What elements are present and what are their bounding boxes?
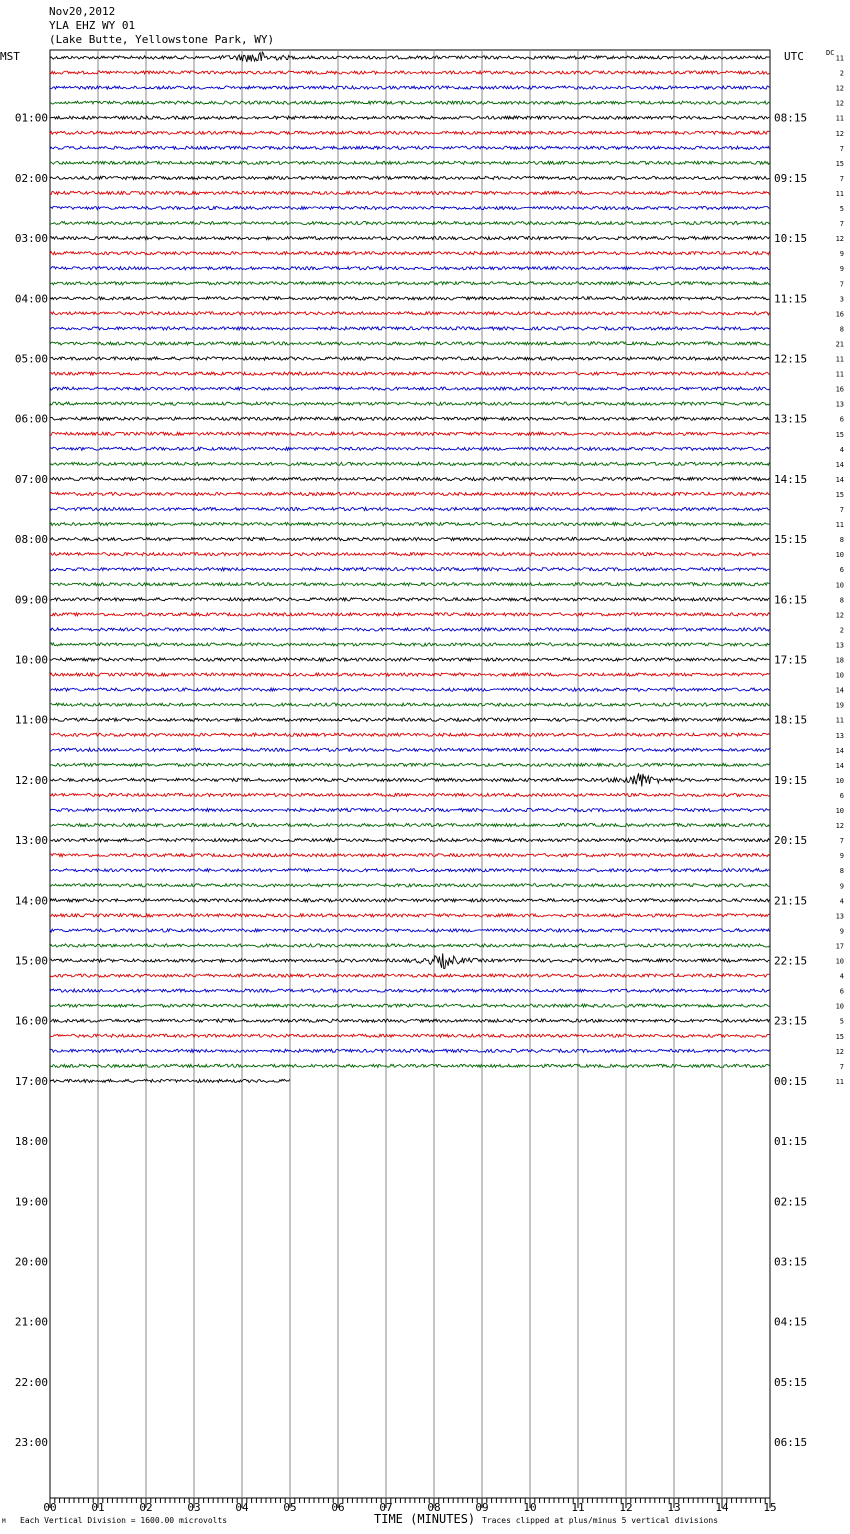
hour-label-right: 22:15 — [774, 954, 808, 968]
x-tick-label: 10 — [523, 1501, 537, 1514]
dc-offset-value: 16 — [835, 310, 844, 319]
hour-label-left: 20:00 — [14, 1255, 48, 1269]
seismic-trace — [50, 914, 769, 917]
dc-offset-value: 15 — [835, 430, 844, 439]
seismic-trace — [50, 462, 769, 465]
station-name: YLA EHZ WY 01 — [49, 19, 136, 32]
x-tick-label: 13 — [667, 1501, 681, 1514]
dc-offset-value: 14 — [835, 475, 844, 484]
seismic-trace — [50, 953, 769, 968]
seismic-trace — [50, 146, 769, 149]
hour-label-left: 12:00 — [14, 773, 48, 787]
seismic-trace — [50, 297, 769, 300]
hour-label-left: 22:00 — [14, 1375, 48, 1389]
dc-offset-value: 8 — [839, 536, 844, 545]
dc-offset-value: 10 — [835, 551, 844, 560]
seismic-trace — [50, 658, 769, 661]
dc-offset-value: 7 — [839, 174, 844, 183]
seismic-trace — [50, 718, 769, 721]
seismic-trace — [50, 1004, 769, 1007]
hour-label-left: 07:00 — [14, 472, 48, 486]
dc-offset-value: 8 — [839, 867, 844, 876]
dc-offset-value: 12 — [835, 99, 844, 108]
dc-offset-value: 18 — [835, 656, 844, 665]
dc-offset-value: 2 — [839, 69, 844, 78]
hour-label-right: 05:15 — [774, 1375, 808, 1389]
seismic-trace — [50, 974, 769, 977]
x-axis-label: TIME (MINUTES) — [374, 1512, 476, 1526]
dc-offset-value: 7 — [839, 144, 844, 153]
seismic-trace — [50, 854, 769, 857]
seismic-trace — [50, 507, 769, 510]
dc-offset-value: 19 — [835, 701, 844, 710]
seismic-trace — [50, 161, 769, 164]
dc-offset-value: 4 — [839, 897, 844, 906]
x-tick-label: 03 — [187, 1501, 201, 1514]
dc-offset-value: 5 — [839, 205, 844, 213]
dc-offset-value: 3 — [839, 295, 844, 304]
dc-offset-value: 11 — [835, 189, 844, 198]
seismic-trace — [50, 176, 769, 179]
dc-offset-value: 12 — [835, 235, 844, 244]
right-timezone-label: UTC — [784, 50, 804, 63]
hour-label-left: 13:00 — [14, 834, 48, 848]
dc-offset-value: 7 — [839, 506, 844, 514]
dc-offset-value: 10 — [835, 807, 844, 815]
dc-offset-value: 9 — [839, 882, 844, 891]
dc-offset-value: 11 — [835, 1077, 844, 1086]
dc-offset-value: 6 — [839, 791, 844, 800]
dc-offset-value: 12 — [835, 611, 844, 620]
seismic-trace — [50, 52, 769, 62]
dc-offset-value: 13 — [835, 641, 844, 650]
hour-label-right: 04:15 — [774, 1315, 808, 1329]
seismic-trace — [50, 237, 769, 240]
seismic-trace — [50, 839, 769, 842]
hour-label-right: 08:15 — [774, 111, 808, 125]
dc-offset-value: 14 — [835, 746, 844, 755]
x-tick-label: 00 — [43, 1501, 57, 1514]
dc-offset-value: 8 — [839, 596, 844, 605]
dc-offset-value: 12 — [835, 84, 844, 93]
hour-label-left: 05:00 — [14, 352, 48, 366]
x-tick-label: 09 — [475, 1501, 489, 1514]
hour-label-left: 04:00 — [14, 292, 48, 306]
hour-label-left: 16:00 — [14, 1014, 48, 1028]
dc-offset-value: 16 — [835, 385, 844, 394]
seismic-trace — [50, 206, 769, 209]
hour-label-right: 14:15 — [774, 472, 808, 486]
seismic-trace — [50, 191, 769, 194]
dc-offset-value: 9 — [839, 250, 844, 259]
seismic-trace — [50, 131, 769, 134]
dc-offset-value: 2 — [839, 626, 844, 635]
x-tick-label: 02 — [139, 1501, 153, 1514]
seismic-trace — [50, 477, 769, 480]
seismic-trace — [50, 703, 769, 706]
dc-offset-value: 5 — [839, 1017, 844, 1026]
x-tick-label: 11 — [571, 1501, 585, 1514]
seismic-trace — [50, 598, 769, 601]
seismic-trace — [50, 929, 769, 932]
hour-label-right: 03:15 — [774, 1255, 808, 1269]
seismic-trace — [50, 312, 769, 315]
dc-offset-value: 12 — [835, 1047, 844, 1056]
dc-offset-label: DC — [826, 49, 835, 57]
seismic-trace — [50, 773, 769, 786]
seismic-trace — [50, 613, 769, 616]
seismic-trace — [50, 688, 769, 691]
seismic-trace — [50, 417, 769, 420]
seismic-trace — [50, 944, 769, 947]
seismic-trace — [50, 748, 769, 751]
seismic-trace — [50, 357, 769, 360]
seismic-trace — [50, 824, 769, 827]
dc-offset-value: 13 — [835, 731, 844, 740]
hour-label-left: 01:00 — [14, 111, 48, 125]
hour-label-right: 00:15 — [774, 1074, 808, 1088]
dc-offset-value: 9 — [839, 852, 844, 861]
hour-label-left: 09:00 — [14, 593, 48, 607]
seismic-trace — [50, 583, 769, 586]
dc-offset-value: 15 — [835, 1032, 844, 1041]
x-tick-label: 08 — [427, 1501, 441, 1514]
dc-offset-value: 8 — [839, 325, 844, 334]
dc-offset-value: 12 — [835, 822, 844, 831]
seismic-trace — [50, 101, 769, 104]
hour-label-left: 14:00 — [14, 894, 48, 908]
seismic-trace — [50, 492, 769, 495]
x-tick-label: 05 — [283, 1501, 297, 1514]
dc-offset-value: 17 — [835, 942, 844, 951]
hour-label-left: 08:00 — [14, 533, 48, 547]
seismic-trace — [50, 267, 769, 270]
dc-offset-value: 10 — [835, 776, 844, 785]
dc-offset-value: 4 — [839, 445, 844, 454]
seismic-trace — [50, 282, 769, 285]
plot-date: Nov20,2012 — [49, 5, 116, 18]
hour-label-right: 10:15 — [774, 232, 808, 246]
dc-offset-value: 10 — [835, 671, 844, 680]
x-tick-label: 06 — [331, 1501, 345, 1514]
dc-offset-value: 14 — [835, 761, 844, 770]
seismic-trace — [50, 1049, 769, 1052]
dc-offset-value: 7 — [839, 220, 844, 229]
x-tick-label: 04 — [235, 1501, 249, 1514]
dc-offset-value: 10 — [835, 957, 844, 966]
seismic-trace — [50, 628, 769, 631]
dc-offset-value: 9 — [839, 265, 844, 274]
hour-label-right: 16:15 — [774, 593, 808, 607]
hour-label-right: 11:15 — [774, 292, 808, 306]
seismic-trace — [50, 763, 769, 766]
seismic-trace — [50, 523, 769, 526]
seismic-trace — [50, 86, 769, 89]
seismic-trace — [50, 568, 769, 571]
seismic-trace — [50, 402, 769, 405]
x-tick-label: 14 — [715, 1501, 729, 1514]
hour-label-right: 19:15 — [774, 773, 808, 787]
seismic-trace — [50, 884, 769, 887]
dc-offset-value: 13 — [835, 912, 844, 921]
clip-note: Traces clipped at plus/minus 5 vertical divisions — [482, 1516, 719, 1525]
seismic-trace — [50, 116, 769, 119]
dc-offset-value: 10 — [835, 581, 844, 590]
seismic-trace — [50, 553, 769, 556]
x-tick-label: 07 — [379, 1501, 393, 1514]
seismic-trace — [50, 222, 769, 225]
dc-offset-value: 11 — [835, 521, 844, 530]
seismic-trace — [50, 793, 769, 796]
seismic-trace — [50, 538, 769, 541]
dc-offset-value: 9 — [839, 927, 844, 936]
seismic-trace — [50, 673, 769, 676]
seismic-trace — [50, 372, 769, 375]
left-timezone-label: MST — [0, 50, 20, 63]
hour-label-left: 02:00 — [14, 171, 48, 185]
hour-label-left: 19:00 — [14, 1195, 48, 1209]
seismic-trace — [50, 71, 769, 74]
seismic-trace — [50, 1034, 769, 1037]
hour-label-right: 20:15 — [774, 834, 808, 848]
hour-label-left: 21:00 — [14, 1315, 48, 1329]
hour-label-left: 17:00 — [14, 1074, 48, 1088]
seismic-trace — [50, 387, 769, 390]
dc-offset-value: 12 — [835, 129, 844, 138]
seismic-trace — [50, 869, 769, 872]
hour-label-right: 23:15 — [774, 1014, 808, 1028]
hour-label-right: 06:15 — [774, 1436, 808, 1450]
x-tick-label: 15 — [763, 1501, 777, 1514]
seismic-trace — [50, 808, 769, 811]
dc-offset-value: 11 — [835, 114, 844, 123]
dc-offset-value: 7 — [839, 280, 844, 289]
hour-label-left: 03:00 — [14, 232, 48, 246]
hour-label-right: 12:15 — [774, 352, 808, 366]
dc-offset-value: 6 — [839, 987, 844, 996]
dc-offset-value: 14 — [835, 686, 844, 695]
seismic-trace — [50, 432, 769, 435]
dc-offset-value: 15 — [835, 490, 844, 499]
dc-offset-value: 6 — [839, 566, 844, 575]
hour-label-left: 11:00 — [14, 713, 48, 727]
dc-offset-value: 7 — [839, 1062, 844, 1071]
station-location: (Lake Butte, Yellowstone Park, WY) — [49, 33, 275, 46]
seismic-trace — [50, 643, 769, 646]
x-tick-label: 01 — [91, 1501, 105, 1514]
footer-mark: M — [2, 1518, 6, 1525]
dc-offset-value: 10 — [835, 1002, 844, 1011]
hour-label-left: 18:00 — [14, 1135, 48, 1149]
seismic-trace — [50, 447, 769, 450]
dc-offset-value: 14 — [835, 460, 844, 469]
hour-label-right: 15:15 — [774, 533, 808, 547]
hour-label-right: 09:15 — [774, 171, 808, 185]
dc-offset-value: 15 — [835, 159, 844, 168]
hour-label-left: 10:00 — [14, 653, 48, 667]
seismic-trace — [50, 252, 769, 255]
dc-offset-value: 4 — [839, 972, 844, 981]
seismic-trace — [50, 989, 769, 992]
hour-label-right: 17:15 — [774, 653, 808, 667]
hour-label-right: 13:15 — [774, 412, 808, 426]
dc-offset-value: 11 — [835, 355, 844, 364]
hour-label-right: 01:15 — [774, 1135, 808, 1149]
hour-label-right: 18:15 — [774, 713, 808, 727]
seismic-trace — [50, 733, 769, 736]
dc-offset-value: 7 — [839, 837, 844, 846]
dc-offset-value: 6 — [839, 415, 844, 424]
seismic-trace — [50, 1079, 290, 1082]
vertical-scale-note: Each Vertical Division = 1600.00 microvolts — [20, 1516, 228, 1525]
seismic-trace — [50, 1064, 769, 1067]
dc-offset-value: 11 — [835, 54, 844, 63]
seismic-trace — [50, 899, 769, 902]
dc-offset-value: 21 — [835, 340, 844, 349]
hour-label-right: 21:15 — [774, 894, 808, 908]
hour-label-left: 15:00 — [14, 954, 48, 968]
seismic-trace — [50, 1019, 769, 1022]
dc-offset-value: 13 — [835, 400, 844, 409]
dc-offset-value: 11 — [835, 716, 844, 725]
seismic-trace — [50, 327, 769, 330]
x-tick-label: 12 — [619, 1501, 633, 1514]
dc-offset-value: 11 — [835, 370, 844, 379]
hour-label-left: 23:00 — [14, 1436, 48, 1450]
hour-label-right: 02:15 — [774, 1195, 808, 1209]
hour-label-left: 06:00 — [14, 412, 48, 426]
seismic-trace — [50, 342, 769, 345]
